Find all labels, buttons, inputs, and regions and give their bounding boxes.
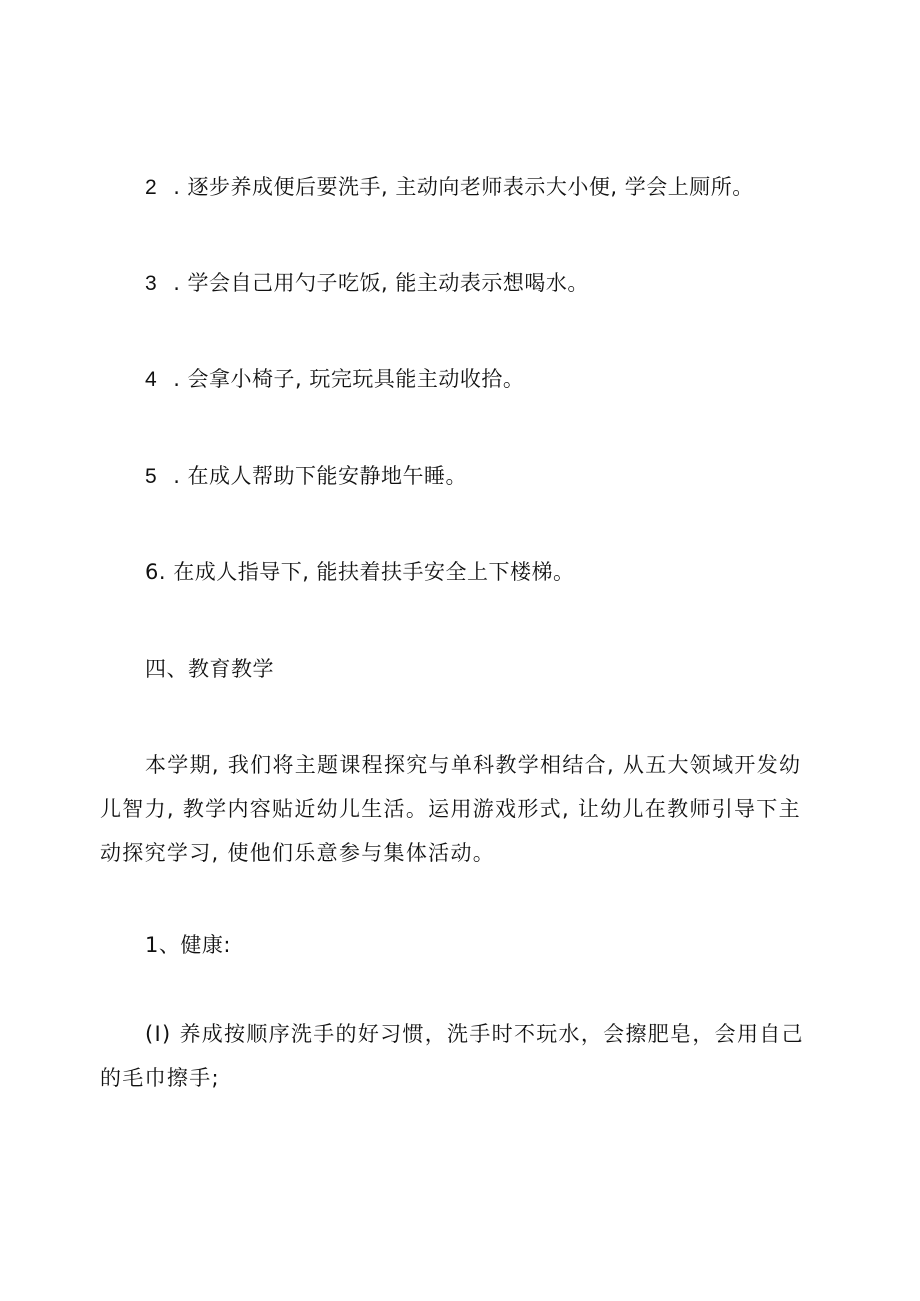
health-item-1: (I) 养成按顺序洗手的好习惯，洗手时不玩水，会擦肥皂，会用自己的毛巾擦手; bbox=[100, 1022, 804, 1090]
section-heading: 四、教育教学 bbox=[145, 657, 274, 681]
list-item-number: 2 bbox=[145, 176, 158, 199]
subsection-heading: 1、健康: bbox=[145, 933, 231, 957]
list-item-6 bbox=[145, 562, 575, 583]
intro-paragraph: 本学期, 我们将主题课程探究与单科教学相结合, 从五大领域开发幼儿智力, 教学内容贴近幼儿生活。运用游戏形式, 让幼儿在教师引导下主动探究学习, 使他们乐意参与集体活动。 bbox=[100, 753, 802, 865]
list-item-number: 5 bbox=[145, 465, 158, 488]
list-item-number: 3 bbox=[145, 272, 158, 295]
list-item-2 bbox=[145, 177, 754, 198]
list-item-4 bbox=[145, 369, 524, 390]
list-item-text: . 逐步养成便后要洗手, 主动向老师表示大小便, 学会上厕所。 bbox=[173, 175, 754, 199]
list-item-text: 6. 在成人指导下, 能扶着扶手安全上下楼梯。 bbox=[145, 560, 575, 584]
list-item-text: . 会拿小椅子, 玩完玩具能主动收拾。 bbox=[173, 367, 525, 391]
list-item-text: . 学会自己用勺子吃饭, 能主动表示想喝水。 bbox=[173, 271, 589, 295]
list-item-3 bbox=[145, 273, 589, 294]
list-item-number: 4 bbox=[145, 368, 158, 391]
list-item-5 bbox=[145, 466, 467, 487]
list-item-text: . 在成人帮助下能安静地午睡。 bbox=[173, 464, 468, 488]
